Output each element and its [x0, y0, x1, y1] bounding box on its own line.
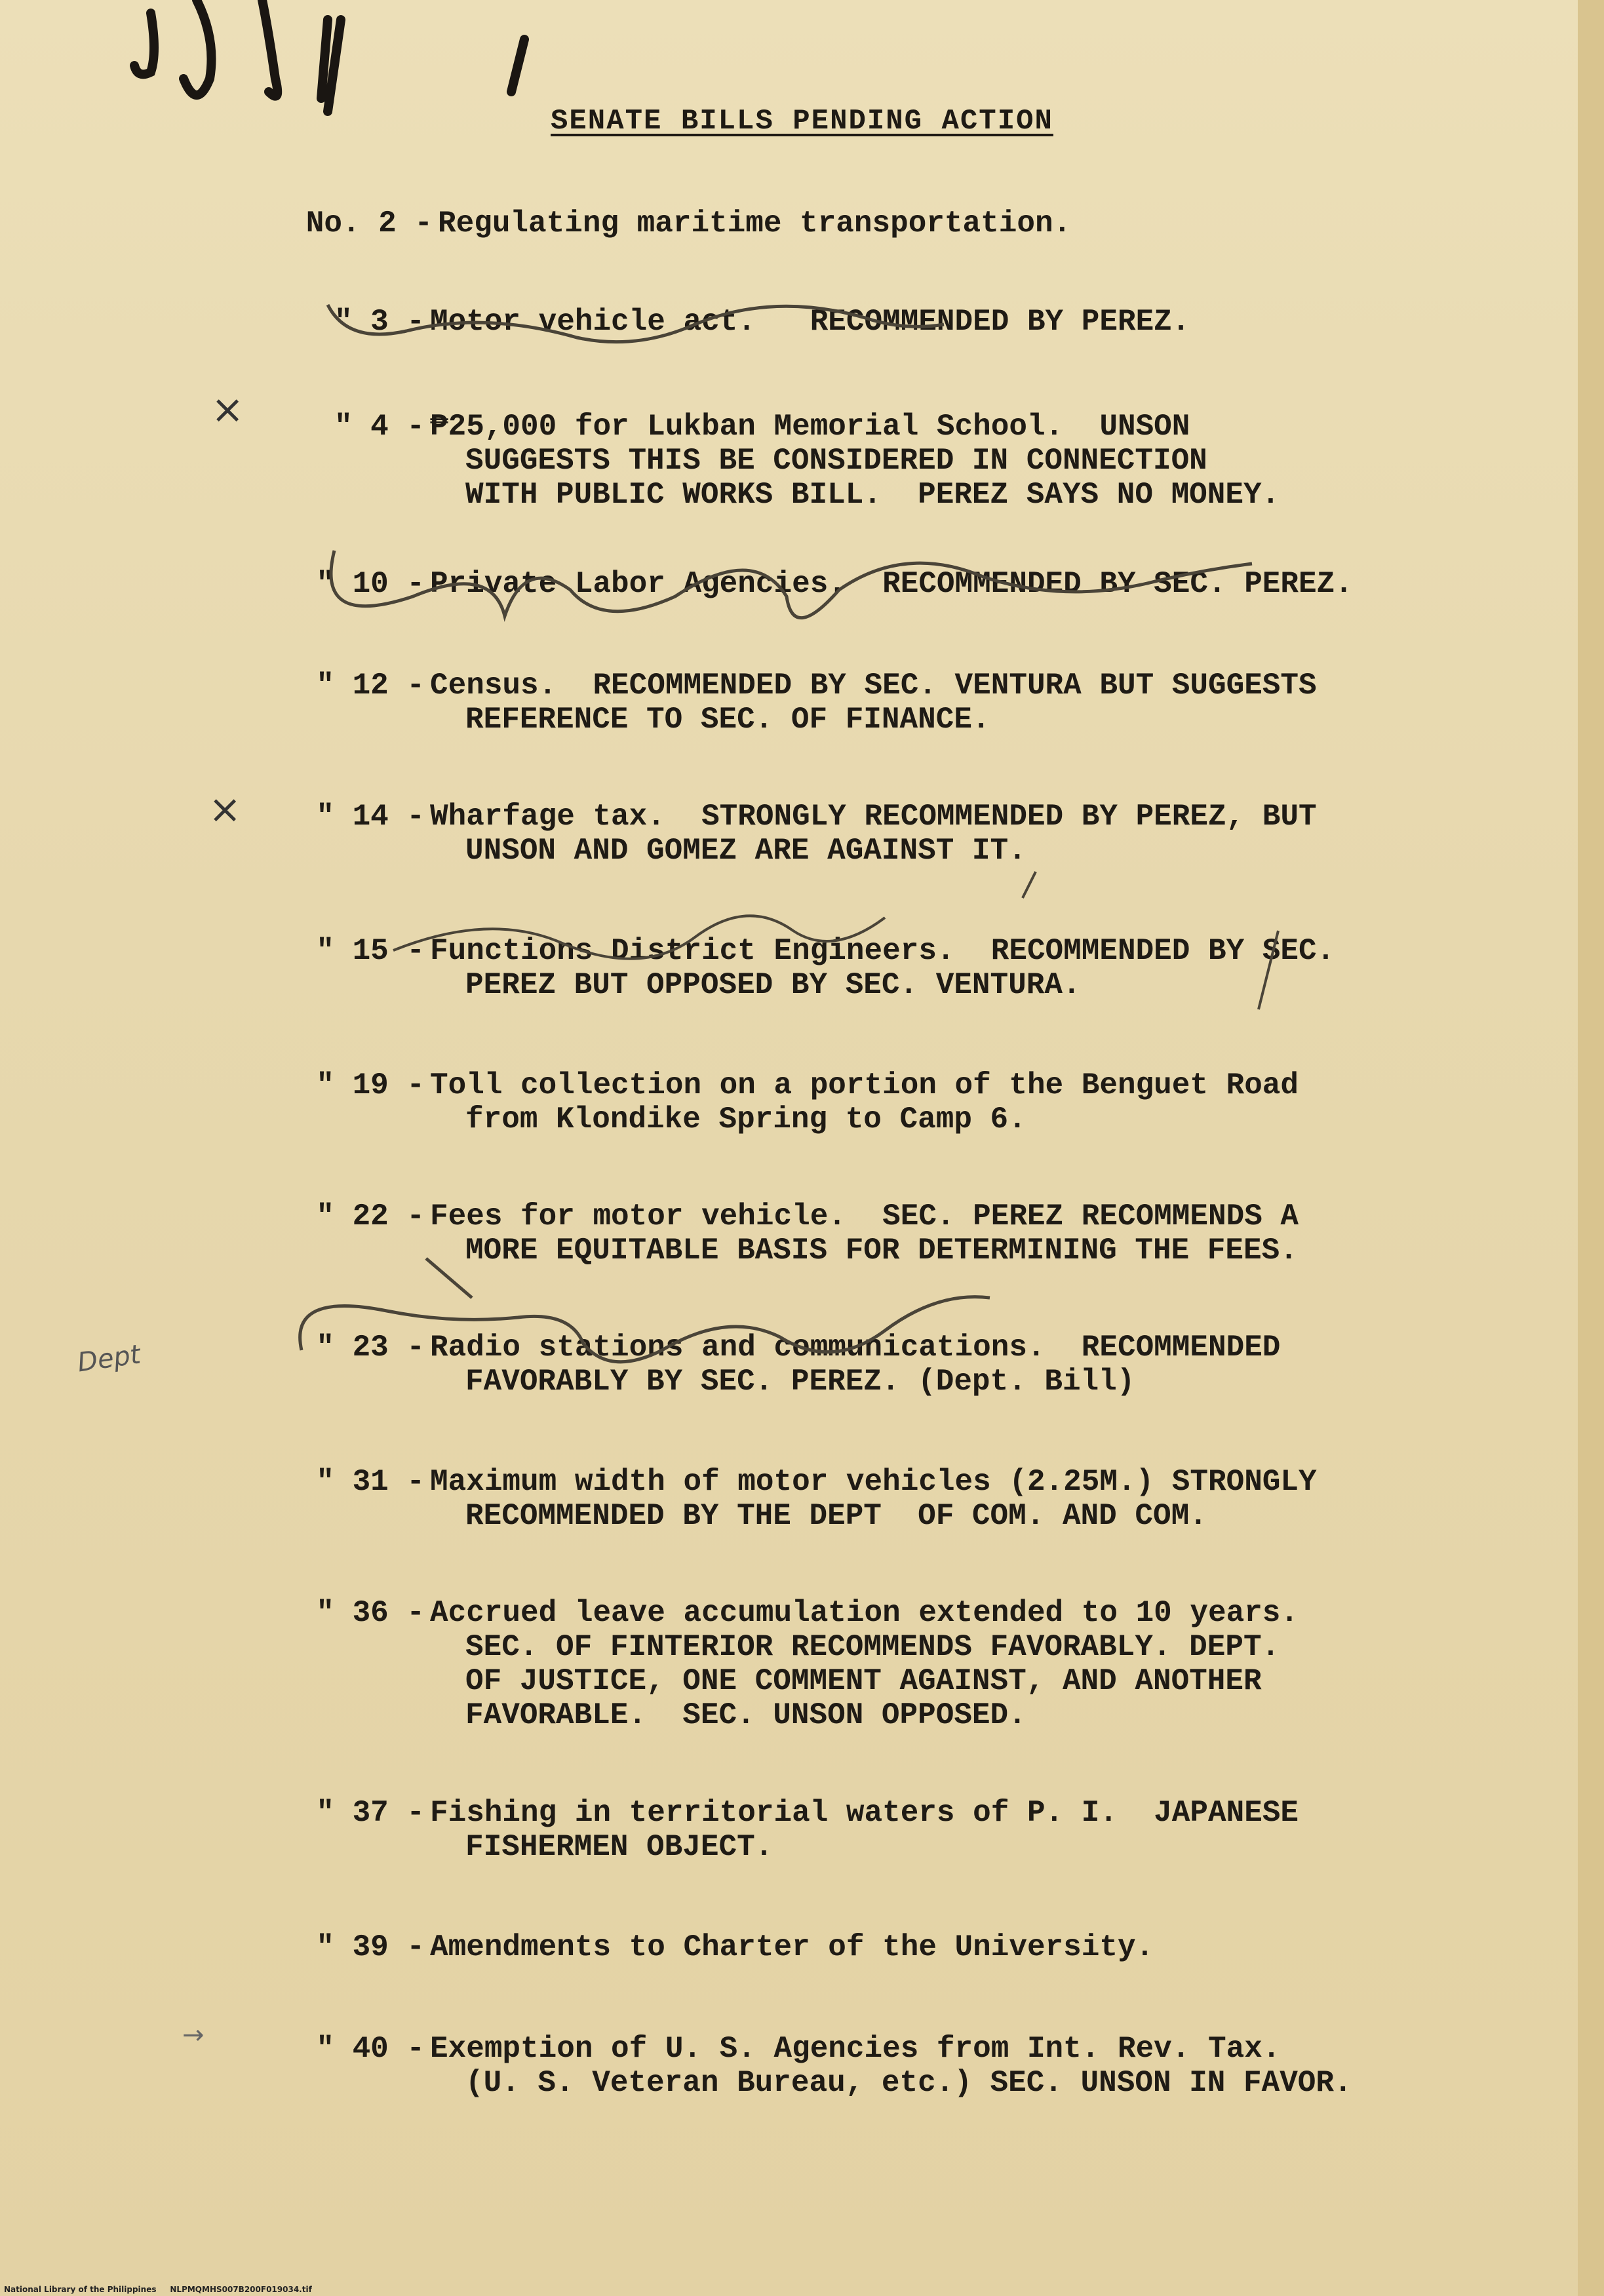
bill-number: " 39 -	[316, 1930, 425, 1964]
bill-number: " 37 -	[316, 1796, 425, 1830]
bill-description: Toll collection on a portion of the Benguet Road	[430, 1068, 1299, 1102]
ink-smudge	[134, 0, 524, 111]
bill-number: No. 2 -	[305, 206, 433, 241]
bill-number: " 3 -	[334, 305, 425, 339]
bill-description: Radio stations and communications. RECOMMENDED	[430, 1331, 1281, 1365]
bill-continuation-line: (U. S. Veteran Bureau, etc.) SEC. UNSON IN FAVOR.	[465, 2066, 1352, 2100]
strike-bill-15	[393, 872, 1278, 1009]
bill-description: Fees for motor vehicle. SEC. PEREZ RECOMMENDS A	[430, 1199, 1299, 1234]
bill-number: " 19 -	[316, 1068, 425, 1102]
footer-filename: NLPMQMHS007B200F019034.tif	[170, 2285, 312, 2294]
bill-continuation-line: UNSON AND GOMEZ ARE AGAINST IT.	[465, 834, 1027, 868]
bill-number: " 10 -	[316, 567, 425, 601]
bill-continuation-line: FISHERMEN OBJECT.	[465, 1830, 773, 1864]
bill-number: " 31 -	[316, 1465, 425, 1499]
bill-continuation-line: REFERENCE TO SEC. OF FINANCE.	[465, 703, 990, 737]
bill-continuation-line: OF JUSTICE, ONE COMMENT AGAINST, AND ANOTHER	[465, 1664, 1262, 1698]
bill-description: Maximum width of motor vehicles (2.25M.) STRONGLY	[430, 1465, 1317, 1499]
footer-library: National Library of the Philippines	[4, 2285, 157, 2294]
bill-continuation-line: FAVORABLE. SEC. UNSON OPPOSED.	[465, 1698, 1027, 1732]
bill-description: Functions District Engineers. RECOMMENDED BY SEC.	[430, 934, 1335, 968]
bill-description: Private Labor Agencies. RECOMMENDED BY SEC. PEREZ.	[430, 567, 1353, 601]
bill-continuation-line: FAVORABLY BY SEC. PEREZ. (Dept. Bill)	[465, 1365, 1135, 1399]
margin-x-mark: ×	[208, 787, 242, 832]
strike-bill-10	[331, 551, 1252, 618]
document-title: SENATE BILLS PENDING ACTION	[551, 105, 1053, 138]
bill-description: Census. RECOMMENDED BY SEC. VENTURA BUT SUGGESTS	[430, 669, 1317, 703]
bill-number: " 40 -	[316, 2032, 425, 2066]
bill-continuation-line: SUGGESTS THIS BE CONSIDERED IN CONNECTION	[465, 444, 1207, 478]
bill-number: " 4 -	[334, 410, 425, 444]
bill-continuation-line: RECOMMENDED BY THE DEPT OF COM. AND COM.	[465, 1499, 1207, 1533]
bill-number: " 36 -	[316, 1596, 425, 1630]
bill-continuation-line: PEREZ BUT OPPOSED BY SEC. VENTURA.	[465, 968, 1081, 1002]
bill-continuation-line: WITH PUBLIC WORKS BILL. PEREZ SAYS NO MONEY.	[465, 478, 1280, 512]
margin-dept-note: Dept	[75, 1339, 143, 1378]
bill-number: " 12 -	[316, 669, 425, 703]
bill-description: Regulating maritime transportation.	[438, 206, 1072, 241]
bill-description: ₱25,000 for Lukban Memorial School. UNSON	[430, 410, 1190, 444]
bill-description: Amendments to Charter of the University.	[430, 1930, 1154, 1964]
margin-arrow: →	[182, 2020, 205, 2050]
bill-continuation-line: from Klondike Spring to Camp 6.	[465, 1102, 1027, 1137]
strike-bill-23	[300, 1258, 990, 1362]
bill-description: Fishing in territorial waters of P. I. JAPANESE	[430, 1796, 1299, 1830]
archive-footer	[4, 2285, 312, 2294]
bill-description: Exemption of U. S. Agencies from Int. Rev. Tax.	[430, 2032, 1281, 2066]
strike-bill-3	[328, 305, 944, 342]
bill-continuation-line: SEC. OF FINTERIOR RECOMMENDS FAVORABLY. DEPT.	[465, 1630, 1280, 1664]
bill-number: " 22 -	[316, 1199, 425, 1234]
bill-description: Wharfage tax. STRONGLY RECOMMENDED BY PEREZ, BUT	[430, 800, 1317, 834]
bill-description: Motor vehicle act. RECOMMENDED BY PEREZ.	[430, 305, 1190, 339]
bill-continuation-line: MORE EQUITABLE BASIS FOR DETERMINING THE FEES.	[465, 1234, 1298, 1268]
bill-description: Accrued leave accumulation extended to 10 years.	[430, 1596, 1299, 1630]
bill-number: " 14 -	[316, 800, 425, 834]
bill-number: " 15 -	[316, 934, 425, 968]
bill-number: " 23 -	[316, 1331, 425, 1365]
margin-x-mark: ×	[211, 387, 245, 433]
